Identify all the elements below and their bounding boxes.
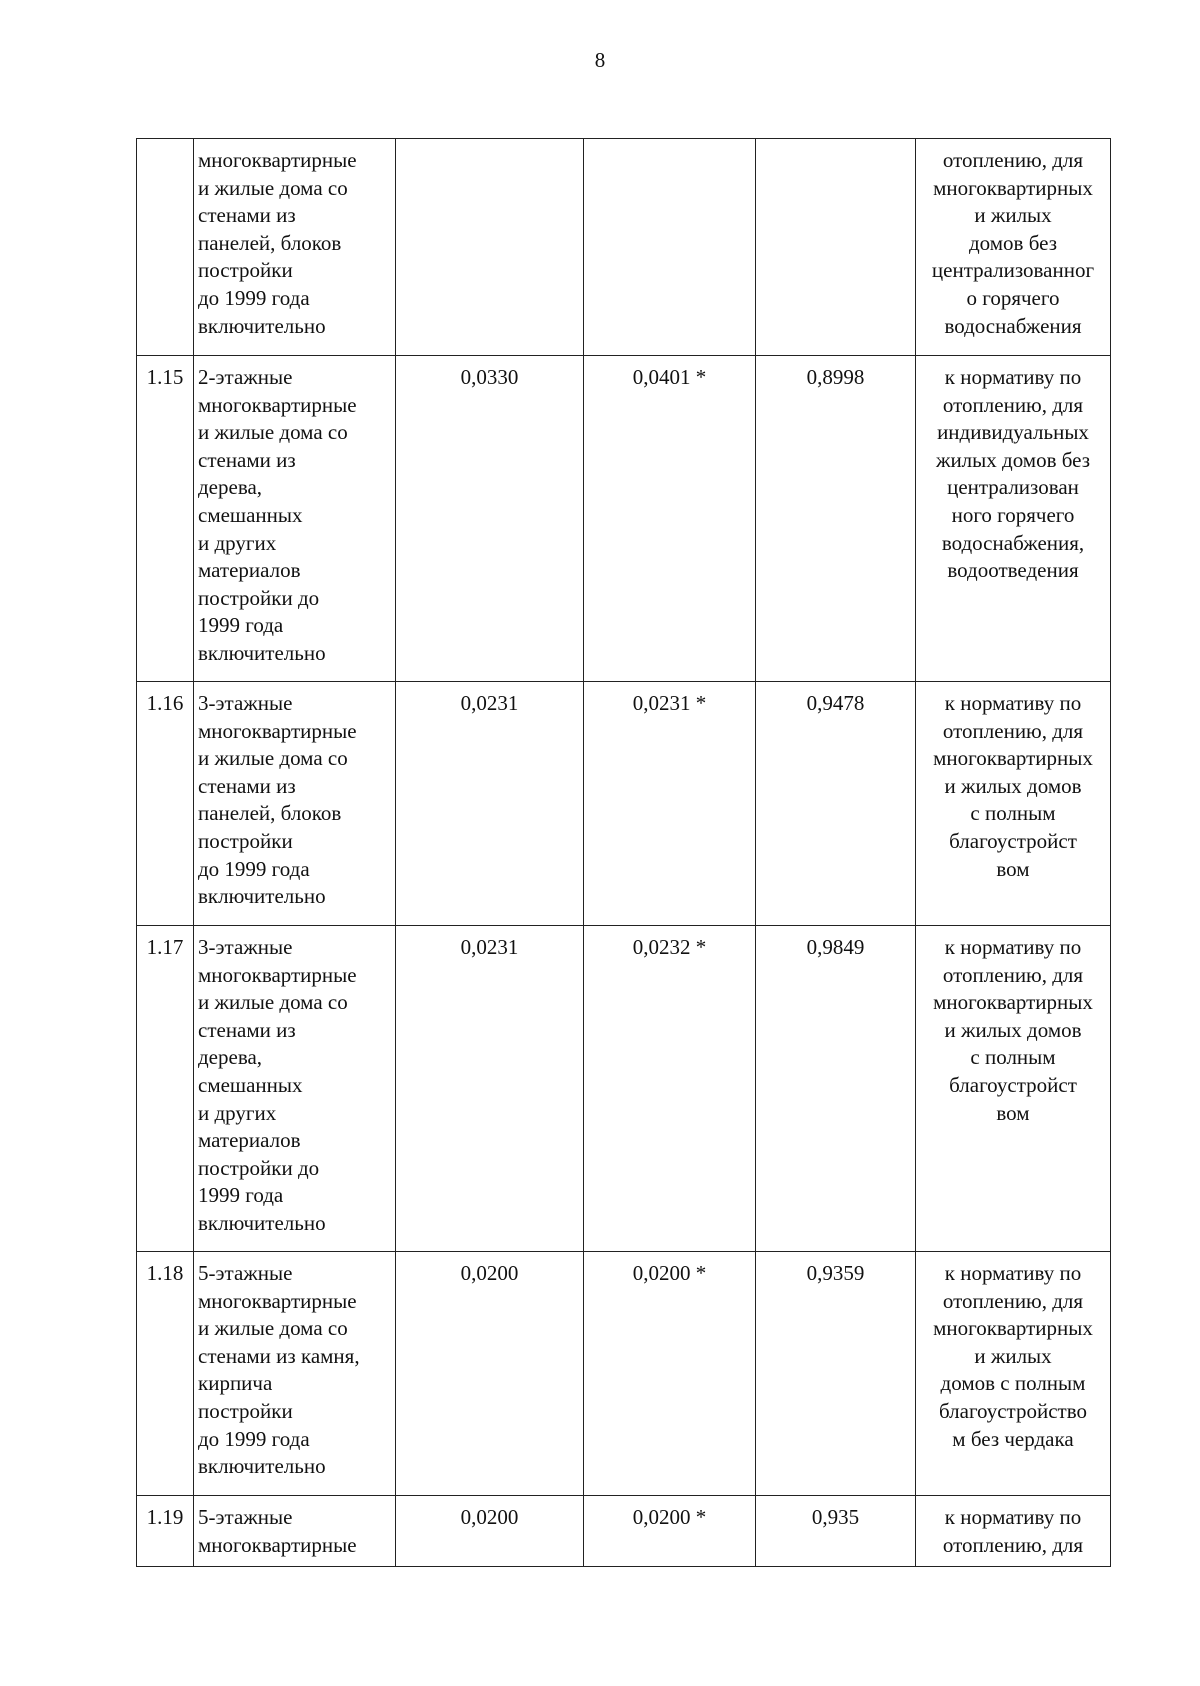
page-number: 8	[594, 48, 606, 72]
building-description: 5-этажные многоквартирные	[194, 1496, 396, 1567]
building-description: 3-этажные многоквартирные и жилые дома со стенами из панелей, блоков постройки до 1999 года включительно	[194, 682, 396, 926]
coefficient-cell: 0,935	[756, 1496, 916, 1567]
value-cell: 0,0231 *	[584, 682, 756, 926]
value-cell	[584, 139, 756, 356]
coefficient-cell	[756, 139, 916, 356]
building-description: 3-этажные многоквартирные и жилые дома со стенами из дерева, смешанных и других материалов постройки до 1999 года включительно	[194, 926, 396, 1252]
table-row	[137, 139, 1111, 356]
row-number: 1.19	[137, 1496, 194, 1567]
table-row	[137, 356, 1111, 682]
norms-table	[136, 138, 1111, 1567]
value-cell: 0,0330	[396, 356, 584, 682]
value-cell: 0,0200 *	[584, 1252, 756, 1496]
note-cell: к нормативу по отоплению, для многоквартирных и жилых домов с полным благоустройст вом	[916, 682, 1111, 926]
value-cell: 0,0200	[396, 1496, 584, 1567]
row-number: 1.16	[137, 682, 194, 926]
note-cell: к нормативу по отоплению, для многоквартирных и жилых домов с полным благоустройство м без чердака	[916, 1252, 1111, 1496]
value-cell: 0,0231	[396, 926, 584, 1252]
building-description: 5-этажные многоквартирные и жилые дома со стенами из камня, кирпича постройки до 1999 года включительно	[194, 1252, 396, 1496]
coefficient-cell: 0,9478	[756, 682, 916, 926]
row-number	[137, 139, 194, 356]
coefficient-cell: 0,8998	[756, 356, 916, 682]
note-cell: к нормативу по отоплению, для многоквартирных и жилых домов с полным благоустройст вом	[916, 926, 1111, 1252]
table-row	[137, 1496, 1111, 1567]
value-cell	[396, 139, 584, 356]
note-cell: к нормативу по отоплению, для	[916, 1496, 1111, 1567]
row-number: 1.17	[137, 926, 194, 1252]
value-cell: 0,0232 *	[584, 926, 756, 1252]
building-description: многоквартирные и жилые дома со стенами из панелей, блоков постройки до 1999 года включительно	[194, 139, 396, 356]
value-cell: 0,0200	[396, 1252, 584, 1496]
note-cell: отоплению, для многоквартирных и жилых домов без централизованног о горячего водоснабжения	[916, 139, 1111, 356]
table-row	[137, 682, 1111, 926]
row-number: 1.15	[137, 356, 194, 682]
table-row	[137, 926, 1111, 1252]
coefficient-cell: 0,9359	[756, 1252, 916, 1496]
value-cell: 0,0401 *	[584, 356, 756, 682]
value-cell: 0,0231	[396, 682, 584, 926]
note-cell: к нормативу по отоплению, для индивидуальных жилых домов без централизован ного горячего водоснабжения, водоотведения	[916, 356, 1111, 682]
building-description: 2-этажные многоквартирные и жилые дома со стенами из дерева, смешанных и других материалов постройки до 1999 года включительно	[194, 356, 396, 682]
table-row	[137, 1252, 1111, 1496]
row-number: 1.18	[137, 1252, 194, 1496]
value-cell: 0,0200 *	[584, 1496, 756, 1567]
coefficient-cell: 0,9849	[756, 926, 916, 1252]
